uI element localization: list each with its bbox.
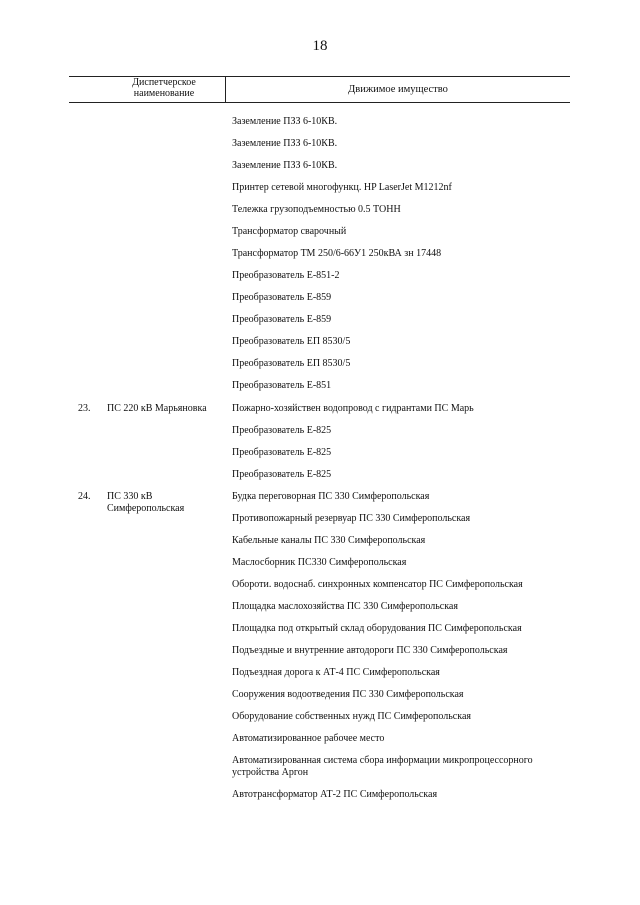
asset-cell: Преобразователь Е-851 — [232, 380, 332, 391]
asset-cell: Преобразователь ЕП 8530/5 — [232, 336, 351, 347]
asset-cell: Будка переговорная ПС 330 Симферопольская — [232, 491, 430, 502]
asset-cell: Площадка под открытый склад оборудования ПС Симферопольская — [232, 623, 522, 634]
asset-cell: Подъездные и внутренние автодороги ПС 330 Симферопольская — [232, 645, 508, 656]
asset-cell: Трансформатор сварочный — [232, 226, 347, 237]
asset-cell: Кабельные каналы ПС 330 Симферопольская — [232, 535, 426, 546]
row-number: 23. — [78, 403, 91, 414]
column-header-dispatch-name: Диспетчерское наименование — [132, 77, 196, 99]
asset-cell: Противопожарный резервуар ПС 330 Симферопольская — [232, 513, 471, 524]
asset-cell: Преобразователь Е-851-2 — [232, 270, 340, 281]
asset-cell: Преобразователь Е-825 — [232, 469, 332, 480]
asset-cell: Преобразователь Е-859 — [232, 292, 332, 303]
asset-cell: Заземление ПЗЗ 6-10КВ. — [232, 138, 338, 149]
asset-cell: Сооружения водоотведения ПС 330 Симферопольская — [232, 689, 464, 700]
asset-cell: Преобразователь Е-825 — [232, 425, 332, 436]
asset-cell: Маслосборник ПС330 Симферопольская — [232, 557, 407, 568]
asset-cell: Обороти. водоснаб. синхронных компенсатор ПС Симферопольская — [232, 579, 523, 590]
asset-cell: Пожарно-хозяйствен водопровод с гидрантами ПС Марь — [232, 403, 474, 414]
table-header-rule — [69, 102, 570, 103]
asset-cell: Заземление ПЗЗ 6-10КВ. — [232, 160, 338, 171]
dispatch-name-cell: ПС 330 кВ Симферопольская — [107, 491, 185, 514]
asset-cell: Принтер сетевой многофункц. HP LaserJet M1212nf — [232, 182, 452, 193]
asset-cell: Площадка маслохозяйства ПС 330 Симферопольская — [232, 601, 458, 612]
asset-cell: Преобразователь Е-859 — [232, 314, 332, 325]
asset-cell: Преобразователь Е-825 — [232, 447, 332, 458]
asset-cell: Автоматизированная система сбора информации микропроцессорного устройства Аргон — [232, 755, 533, 778]
row-number: 24. — [78, 491, 91, 502]
asset-cell: Тележка грузоподъемностью 0.5 ТОНН — [232, 204, 401, 215]
asset-cell: Оборудование собственных нужд ПС Симферопольская — [232, 711, 471, 722]
asset-cell: Трансформатор ТМ 250/6-66У1 250кВА зн 17448 — [232, 248, 442, 259]
asset-cell: Автотрансформатор АТ-2 ПС Симферопольская — [232, 789, 438, 800]
column-header-movable-assets: Движимое имущество — [348, 84, 448, 95]
asset-cell: Заземление ПЗЗ 6-10КВ. — [232, 116, 338, 127]
dispatch-name-cell: ПС 220 кВ Марьяновка — [107, 403, 207, 414]
asset-cell: Автоматизированное рабочее место — [232, 733, 385, 744]
asset-cell: Подъездная дорога к АТ-4 ПС Симферопольская — [232, 667, 440, 678]
page-number: 18 — [312, 38, 328, 54]
asset-cell: Преобразователь ЕП 8530/5 — [232, 358, 351, 369]
